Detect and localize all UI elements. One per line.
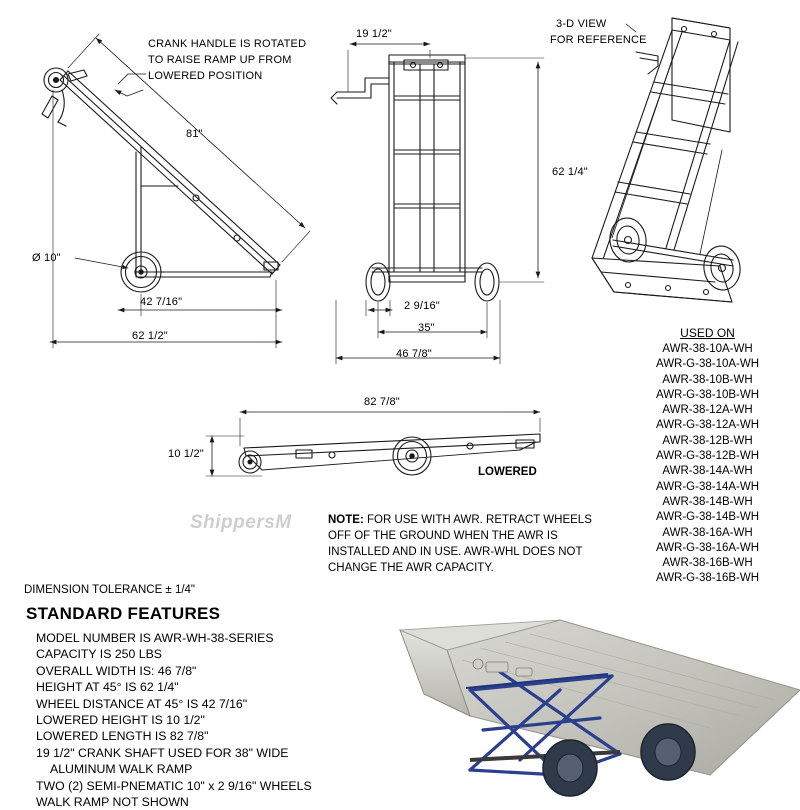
- dim-overall-width: 46 7/8": [396, 348, 432, 360]
- used-on-item: AWR-38-10A-WH: [662, 343, 753, 355]
- note-line-4: CHANGE THE AWR CAPACITY.: [328, 562, 494, 574]
- lowered-label: LOWERED: [478, 466, 537, 478]
- note-block: [328, 512, 596, 576]
- used-on-heading: USED ON: [680, 326, 735, 340]
- three-d-view-label: 3-D VIEW: [556, 18, 607, 30]
- feature-item: ALUMINUM WALK RAMP: [50, 762, 193, 777]
- feature-item: CAPACITY IS 250 LBS: [36, 647, 162, 662]
- dim-wheel-width: 2 9/16": [404, 300, 440, 312]
- feature-item: WALK RAMP NOT SHOWN: [36, 795, 189, 810]
- dim-height-45: 62 1/4": [552, 166, 588, 178]
- used-on-item: AWR-38-16A-WH: [662, 526, 753, 539]
- feature-item: LOWERED LENGTH IS 82 7/8": [36, 729, 209, 744]
- used-on-item: AWR-G-38-16B-WH: [655, 572, 760, 585]
- watermark: ShippersM: [190, 512, 292, 533]
- used-on-item: AWR-38-14A-WH: [662, 465, 753, 478]
- dim-side-overall: 62 1/2": [132, 330, 168, 342]
- crank-note-line-3: LOWERED POSITION: [148, 70, 263, 82]
- crank-note-line-2: TO RAISE RAMP UP FROM: [148, 54, 292, 66]
- dim-lowered-length: 82 7/8": [364, 396, 400, 408]
- note-line-1: FOR USE WITH AWR. RETRACT WHEELS: [363, 514, 592, 526]
- crank-note-line-1: CRANK HANDLE IS ROTATED: [148, 38, 307, 50]
- note-line-2: OFF OF THE GROUND WHEN THE AWR IS: [328, 530, 558, 542]
- used-on-item: AWR-38-12B-WH: [662, 434, 753, 447]
- used-on-item: AWR-38-10B-WH: [662, 373, 753, 386]
- walk-ramp-illustration: [400, 620, 800, 796]
- feature-item: OVERALL WIDTH IS: 46 7/8": [36, 663, 197, 678]
- used-on-list: [620, 326, 795, 587]
- feature-item: WHEEL DISTANCE AT 45° IS 42 7/16": [36, 696, 248, 711]
- isometric-view-geometry: [592, 18, 743, 302]
- feature-item: MODEL NUMBER IS AWR-WH-38-SERIES: [36, 631, 274, 645]
- feature-item: HEIGHT AT 45° IS 62 1/4": [36, 680, 179, 695]
- used-on-item: AWR-G-38-16A-WH: [655, 541, 760, 554]
- used-on-item: AWR-38-12A-WH: [662, 404, 753, 417]
- used-on-item: AWR-G-38-10A-WH: [655, 358, 760, 371]
- dim-lowered-height: 10 1/2": [168, 448, 204, 460]
- used-on-item: AWR-G-38-12B-WH: [655, 450, 760, 463]
- standard-features-list: [36, 630, 312, 810]
- standard-features-heading: STANDARD FEATURES: [26, 604, 221, 623]
- for-reference-label: FOR REFERENCE: [550, 34, 647, 46]
- dim-crank-shaft: 19 1/2": [356, 28, 392, 40]
- feature-item: 19 1/2" CRANK SHAFT USED FOR 38" WIDE: [36, 745, 289, 760]
- dim-wheel-diameter: Ø 10": [32, 252, 61, 264]
- dimension-tolerance: DIMENSION TOLERANCE ± 1/4": [24, 584, 196, 596]
- dim-inner-width: 35": [418, 322, 435, 334]
- front-view-geometry: [331, 44, 544, 364]
- note-line-3: INSTALLED AND IN USE. AWR-WHL DOES NOT: [328, 546, 583, 558]
- used-on-item: AWR-38-14B-WH: [662, 495, 753, 508]
- feature-item: LOWERED HEIGHT IS 10 1/2": [36, 713, 205, 728]
- dim-side-hypotenuse: 81": [186, 128, 203, 140]
- used-on-item: AWR-G-38-14A-WH: [655, 480, 760, 493]
- used-on-item: AWR-G-38-14B-WH: [655, 511, 760, 524]
- feature-item: TWO (2) SEMI-PNEMATIC 10" x 2 9/16" WHEELS: [36, 778, 312, 793]
- used-on-item: AWR-38-16B-WH: [662, 557, 753, 570]
- note-label: NOTE:: [328, 514, 364, 526]
- used-on-item: AWR-G-38-12A-WH: [655, 419, 760, 432]
- dim-wheel-distance: 42 7/16": [140, 296, 183, 308]
- used-on-item: AWR-G-38-10B-WH: [655, 388, 760, 401]
